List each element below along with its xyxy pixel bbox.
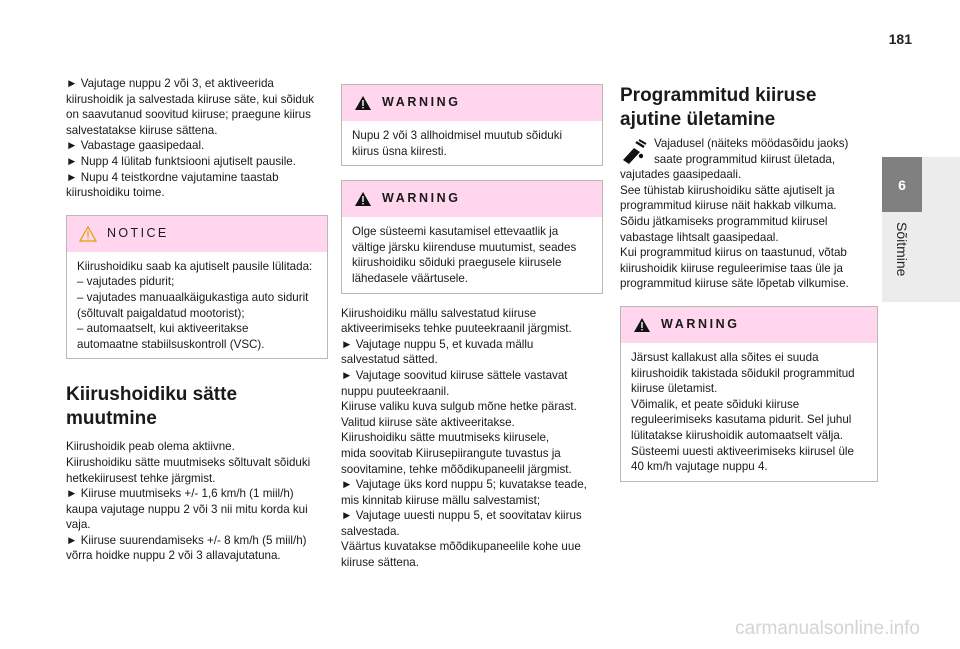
text-line: soovitamine, tehke mõõdikupaneelil järgmist. bbox=[341, 462, 572, 476]
warning-triangle-icon bbox=[354, 191, 372, 207]
text-line: vaja. bbox=[66, 518, 91, 532]
text-line: Valitud kiiruse säte aktiveeritakse. bbox=[341, 415, 515, 429]
text-line: lähedasele väärtusele. bbox=[352, 271, 469, 285]
icon-paragraph bbox=[620, 136, 878, 167]
text-line: salvestatakse kiiruse sättena. bbox=[66, 123, 218, 137]
text-line: saate programmitud kiirust ületada, bbox=[654, 152, 836, 166]
text-line: kiirushoidik kiiruse reguleerimise taas üle ja bbox=[620, 261, 843, 275]
text-line: võrra hoidke nuppu 2 või 3 allavajutatuna. bbox=[66, 549, 281, 563]
warning-title: WARNING bbox=[661, 317, 740, 332]
text-line: hetkekiirusest tehke järgmist. bbox=[66, 471, 216, 485]
warning-box bbox=[341, 84, 603, 166]
text-line: Kiirushoidiku mällu salvestatud kiiruse bbox=[341, 306, 537, 320]
notice-body bbox=[67, 252, 327, 359]
column-middle bbox=[341, 84, 603, 571]
text-line: Nupu 2 või 3 allhoidmisel muutub sõiduki bbox=[352, 129, 563, 142]
text-line: kiiruse ületamist. bbox=[631, 382, 718, 396]
section-body bbox=[620, 136, 878, 292]
heading-line: muutmine bbox=[66, 408, 157, 430]
warning-box bbox=[341, 180, 603, 293]
text-line: ► Kiiruse muutmiseks +/- 1,6 km/h (1 miil/h) bbox=[66, 487, 294, 501]
text-line: Kiirushoidik peab olema aktiivne. bbox=[66, 440, 235, 454]
text-line: Kui programmitud kiirus on taastunud, võtab bbox=[620, 246, 847, 260]
section-heading bbox=[66, 383, 328, 431]
text-line: programmitud kiiruse näit hakkab vilkuma. bbox=[620, 199, 837, 213]
text-line: Olge süsteemi kasutamisel ettevaatlik ja bbox=[352, 225, 559, 239]
text-line: See tühistab kiirushoidiku sätte ajutiselt ja bbox=[620, 183, 835, 197]
text-line: mida soovitab Kiirusepiirangute tuvastus ja bbox=[341, 446, 561, 460]
text-line: kiirushoidik takistada sõidukil programmitud bbox=[631, 366, 855, 380]
text-line: Kiirushoidiku sätte muutmiseks sõltuvalt sõiduki bbox=[66, 455, 311, 469]
notice-header bbox=[67, 216, 327, 252]
warning-header bbox=[342, 181, 602, 217]
text-line: aktiveerimiseks tehke puuteekraanil järgmist. bbox=[341, 322, 572, 336]
accelerator-pedal-icon bbox=[620, 138, 648, 171]
watermark[interactable]: carmanualsonline.info bbox=[735, 618, 920, 639]
notice-box bbox=[66, 215, 328, 360]
text-line: – vajutades manuaalkäigukastiga auto sidurit bbox=[77, 290, 309, 304]
text-line: ► Vajutage soovitud kiiruse sättele vastavat bbox=[341, 368, 568, 382]
text-line: – automaatselt, kui aktiveeritakse bbox=[77, 322, 249, 336]
text-line: ► Kiiruse suurendamiseks +/- 8 km/h (5 miil/h) bbox=[66, 533, 307, 547]
intro-text bbox=[66, 76, 328, 201]
section-heading bbox=[620, 84, 878, 132]
text-line: Sõidu jätkamiseks programmitud kiirusel bbox=[620, 214, 828, 228]
column-right bbox=[620, 84, 878, 494]
text-line: – vajutades pidurit; bbox=[77, 275, 175, 289]
text-line: nuppu puuteekraanil. bbox=[341, 384, 450, 398]
heading-line: ajutine ületamine bbox=[620, 109, 776, 130]
chapter-tab[interactable] bbox=[882, 157, 960, 302]
text-line: reguleerimiseks kasutama pidurit. Sel juhul bbox=[631, 413, 852, 427]
chapter-title: Sõitmine bbox=[894, 222, 910, 277]
text-line: Väärtus kuvatakse mõõdikupaneelile kohe uue bbox=[341, 540, 581, 554]
text-line: ► Vabastage gaasipedaal. bbox=[66, 139, 205, 153]
text-line: vajutades gaasipedaali. bbox=[620, 168, 742, 182]
text-line: kiirushoidik ja salvestada kiiruse säte, kui sõiduk bbox=[66, 92, 315, 106]
text-line: ► Nupp 4 lülitab funktsiooni ajutiselt pausile. bbox=[66, 154, 296, 168]
text-line: ► Vajutage uuesti nuppu 5, et soovitatav kiirus bbox=[341, 509, 582, 523]
text-line: kiiruse sättena. bbox=[341, 556, 419, 570]
warning-header bbox=[342, 85, 602, 121]
text-line: Kiirushoidiku sätte muutmiseks kiirusele, bbox=[341, 431, 550, 445]
warning-triangle-icon bbox=[354, 95, 372, 111]
column-left bbox=[66, 76, 328, 564]
notice-title: NOTICE bbox=[107, 225, 169, 240]
text-line: kiirushoidiku toime. bbox=[66, 186, 165, 200]
text-line: ► Nupu 4 teistkordne vajutamine taastab bbox=[66, 170, 279, 184]
text-line: kaupa vajutage nuppu 2 või 3 nii mitu korda kui bbox=[66, 502, 308, 516]
text-line: on saavutanud soovitud kiiruse; praegune kiirus bbox=[66, 108, 311, 122]
text-line: salvestada. bbox=[341, 524, 400, 538]
chapter-number: 6 bbox=[882, 157, 922, 212]
warning-box bbox=[620, 306, 878, 482]
text-line: Kiirushoidiku saab ka ajutiselt pausile lülitada: bbox=[77, 259, 313, 273]
text-line: lülitatakse kiirushoidik automaatselt välja. bbox=[631, 428, 844, 442]
section-body bbox=[341, 306, 603, 571]
text-line: (sõltuvalt paigaldatud mootorist); bbox=[77, 306, 245, 320]
text-line: programmitud kiiruse säte lõpetab vilkumise. bbox=[620, 277, 849, 291]
warning-header bbox=[621, 307, 877, 343]
text-line: ► Vajutage nuppu 2 või 3, et aktiveerida bbox=[66, 77, 274, 90]
section-body bbox=[66, 439, 328, 564]
text-line: automaatne stabiilsuskontroll (VSC). bbox=[77, 337, 265, 351]
text-line: kiirushoidiku sõiduki praegusele kiirusele bbox=[352, 256, 562, 270]
text-line: kiirus üsna kiiresti. bbox=[352, 144, 447, 158]
warning-body bbox=[621, 343, 877, 481]
warning-body bbox=[342, 217, 602, 292]
text-line: Võimalik, et peate sõiduki kiiruse bbox=[631, 397, 800, 411]
text-line: 40 km/h vajutage nuppu 4. bbox=[631, 460, 768, 474]
text-line: Süsteemi uuesti aktiveerimiseks kiirusel üle bbox=[631, 444, 854, 458]
text-line: Kiiruse valiku kuva sulgub mõne hetke pärast. bbox=[341, 400, 577, 414]
page-number: 181 bbox=[888, 31, 912, 47]
warning-triangle-icon bbox=[633, 317, 651, 333]
heading-line: Programmitud kiiruse bbox=[620, 85, 817, 106]
warning-title: WARNING bbox=[382, 191, 461, 206]
text-line: vältige järsku kiirenduse muutumist, seades bbox=[352, 240, 577, 254]
warning-body bbox=[342, 121, 602, 165]
heading-line: Kiirushoidiku sätte bbox=[66, 384, 238, 406]
text-line: ► Vajutage nuppu 5, et kuvada mällu bbox=[341, 337, 534, 351]
text-line: Vajadusel (näiteks möödasõidu jaoks) bbox=[654, 137, 849, 150]
text-line: ► Vajutage üks kord nuppu 5; kuvatakse teade, bbox=[341, 478, 587, 492]
warning-title: WARNING bbox=[382, 95, 461, 110]
notice-triangle-icon bbox=[79, 226, 97, 242]
text-line: Järsust kallakust alla sõites ei suuda bbox=[631, 350, 819, 364]
text-line: vabastage lihtsalt gaasipedaal. bbox=[620, 230, 779, 244]
text-line: salvestatud sätted. bbox=[341, 353, 438, 367]
text-line: mis kinnitab kiiruse mällu salvestamist; bbox=[341, 493, 541, 507]
